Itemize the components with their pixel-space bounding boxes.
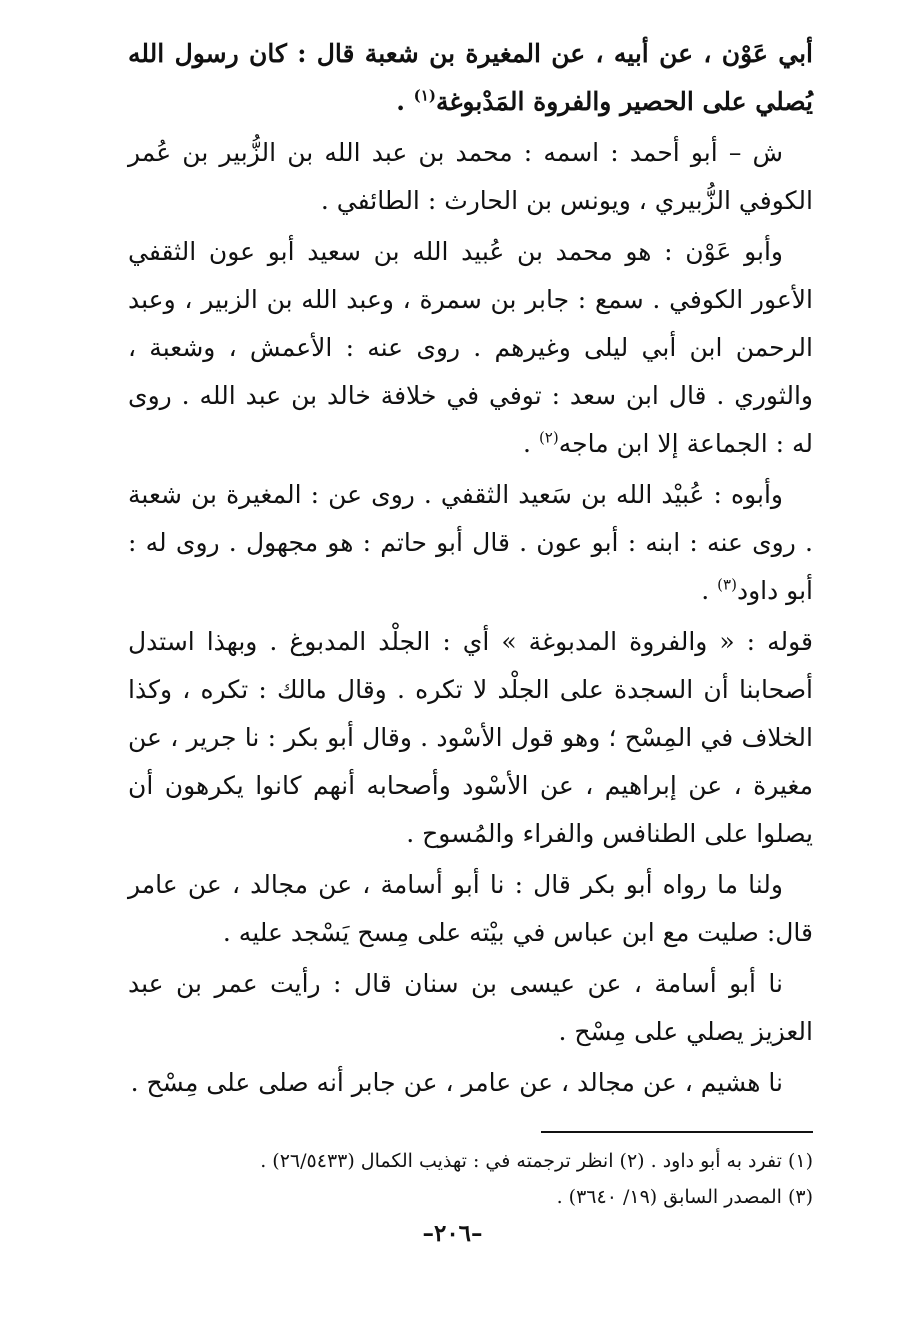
footnote-line: (٣) المصدر السابق (١٩/ ٣٦٤٠) .: [556, 1186, 813, 1208]
paragraph-text: أبي عَوْن ، عن أبيه ، عن المغيرة بن شعبة قال : كان رسول الله يُصلي على الحصير والفروة المَدْبوغة: [128, 39, 813, 116]
commentary-paragraph: [128, 129, 813, 225]
footnote-ref: (١): [413, 86, 436, 105]
paragraph-text: وأبوه : عُبيْد الله بن سَعيد الثقفي . روى عن : المغيرة بن شعبة . روى عنه : ابنه : أبو عون . قال أبو حاتم : هو مجهول . روى له : أبو داود: [128, 480, 813, 605]
paragraph-text: وأبو عَوْن : هو محمد بن عُبيد الله بن سعيد أبو عون الثقفي الأعور الكوفي . سمع : جابر بن سمرة ، وعبد الله بن الزبير ، وعبد الرحمن ابن أبي ليلى وغيرهم . روى عنه : الأعمش ، وشعبة ، والثوري . قال ابن سعد : توفي في خلافة خالد بن عبد الله . روى له : الجماعة إلا ابن ماجه: [128, 237, 813, 458]
narrator-bio-paragraph: [128, 471, 813, 615]
paragraph-tail: .: [396, 87, 414, 116]
paragraph-tail: .: [523, 429, 539, 458]
footnote-line: (١) تفرد به أبو داود . (٢) انظر ترجمته في : تهذيب الكمال (٢٦/٥٤٣٣) .: [260, 1150, 813, 1172]
paragraph-text: ولنا ما رواه أبو بكر قال : نا أبو أسامة ، عن مجالد ، عن عامر قال: صليت مع ابن عباس في بيْته على مِسح يَسْجد عليه .: [128, 870, 813, 947]
paragraph-text: قوله : « والفروة المدبوغة » أي : الجلْد المدبوغ . وبهذا استدل أصحابنا أن السجدة على الجلْد لا تكره . وقال مالك : تكره ، وكذا الخلاف في المِسْح ؛ وهو قول الأسْود . وقال أبو بكر : نا جرير ، عن مغيرة ، عن إبراهيم ، عن الأسْود وأصحابه أنهم كانوا يكرهون أن يصلوا على الطنافس والفراء والمُسوح .: [128, 627, 813, 848]
paragraph-text: نا هشيم ، عن مجالد ، عن عامر ، عن جابر أنه صلى على مِسْح .: [130, 1068, 783, 1097]
narration-paragraph: [128, 960, 813, 1056]
hadith-paragraph: [128, 30, 813, 126]
footnote-ref: (٣): [717, 575, 737, 594]
commentary-paragraph: [128, 618, 813, 858]
page-number: –٢٠٦–: [422, 1220, 483, 1247]
footnote-ref: (٢): [538, 428, 559, 447]
narration-paragraph: [128, 861, 813, 957]
paragraph-text: نا أبو أسامة ، عن عيسى بن سنان قال : رأيت عمر بن عبد العزيز يصلي على مِسْح .: [128, 969, 813, 1046]
narrator-bio-paragraph: [128, 228, 813, 468]
paragraph-tail: .: [701, 576, 718, 605]
footnote-divider: [541, 1131, 813, 1133]
footnotes: [128, 1143, 813, 1215]
narration-paragraph: [128, 1059, 813, 1107]
paragraph-text: ش – أبو أحمد : اسمه : محمد بن عبد الله بن الزُّبير بن عُمر الكوفي الزُّبيري ، ويونس بن الحارث : الطائفي .: [128, 138, 813, 215]
